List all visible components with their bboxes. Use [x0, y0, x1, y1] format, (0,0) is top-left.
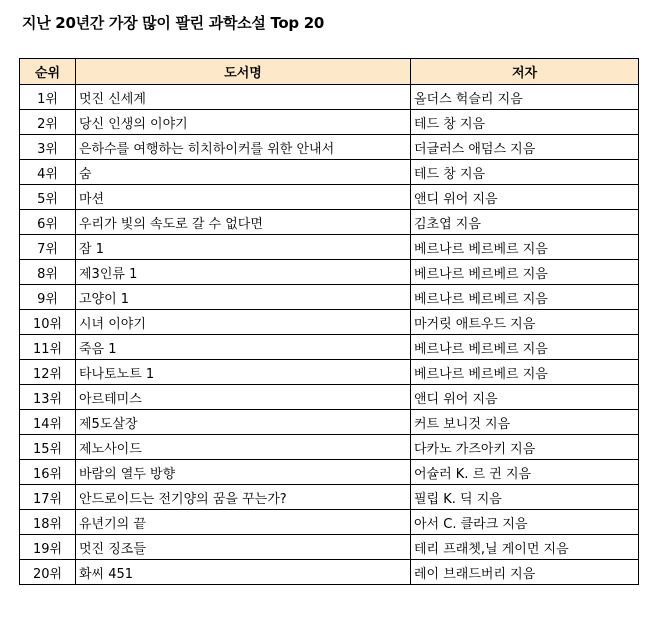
book-title-cell: 마션 — [76, 185, 411, 210]
book-title-cell: 안드로이드는 전기양의 꿈을 꾸는가? — [76, 485, 411, 510]
rank-cell: 9위 — [20, 285, 76, 310]
table-row — [20, 160, 639, 185]
table-row — [20, 485, 639, 510]
table-header — [20, 59, 639, 85]
book-title-cell: 제3인류 1 — [76, 260, 411, 285]
author-cell: 다카노 가즈아키 지음 — [411, 435, 639, 460]
author-cell: 베르나르 베르베르 지음 — [411, 285, 639, 310]
table-row — [20, 210, 639, 235]
book-title-cell: 유년기의 끝 — [76, 510, 411, 535]
author-cell: 테리 프래쳇,닐 게이먼 지음 — [411, 535, 639, 560]
author-cell: 베르나르 베르베르 지음 — [411, 260, 639, 285]
table-row — [20, 360, 639, 385]
table-row — [20, 460, 639, 485]
rank-cell: 8위 — [20, 260, 76, 285]
rank-cell: 11위 — [20, 335, 76, 360]
book-title-cell: 바람의 열두 방향 — [76, 460, 411, 485]
book-title-cell: 타나토노트 1 — [76, 360, 411, 385]
title-column-header: 도서명 — [76, 59, 411, 85]
book-title-cell: 시녀 이야기 — [76, 310, 411, 335]
rank-cell: 7위 — [20, 235, 76, 260]
bestseller-table — [19, 58, 639, 585]
book-title-cell: 아르테미스 — [76, 385, 411, 410]
author-cell: 김초엽 지음 — [411, 210, 639, 235]
table-body — [20, 85, 639, 585]
rank-cell: 2위 — [20, 110, 76, 135]
book-title-cell: 당신 인생의 이야기 — [76, 110, 411, 135]
author-cell: 테드 창 지음 — [411, 160, 639, 185]
book-title-cell: 멋진 신세계 — [76, 85, 411, 110]
author-cell: 테드 창 지음 — [411, 110, 639, 135]
table-row — [20, 435, 639, 460]
rank-cell: 16위 — [20, 460, 76, 485]
book-title-cell: 은하수를 여행하는 히치하이커를 위한 안내서 — [76, 135, 411, 160]
book-title-cell: 고양이 1 — [76, 285, 411, 310]
rank-cell: 19위 — [20, 535, 76, 560]
rank-column-header: 순위 — [20, 59, 76, 85]
author-cell: 베르나르 베르베르 지음 — [411, 360, 639, 385]
table-row — [20, 310, 639, 335]
rank-cell: 10위 — [20, 310, 76, 335]
author-cell: 어슐러 K. 르 귄 지음 — [411, 460, 639, 485]
table-row — [20, 85, 639, 110]
book-title-cell: 제5도살장 — [76, 410, 411, 435]
table-row — [20, 385, 639, 410]
rank-cell: 15위 — [20, 435, 76, 460]
author-cell: 필립 K. 딕 지음 — [411, 485, 639, 510]
author-cell: 커트 보니것 지음 — [411, 410, 639, 435]
author-cell: 올더스 헉슬리 지음 — [411, 85, 639, 110]
rank-cell: 18위 — [20, 510, 76, 535]
rank-cell: 14위 — [20, 410, 76, 435]
table-row — [20, 410, 639, 435]
table-row — [20, 560, 639, 585]
table-row — [20, 185, 639, 210]
author-cell: 앤디 위어 지음 — [411, 385, 639, 410]
author-cell: 베르나르 베르베르 지음 — [411, 335, 639, 360]
table-row — [20, 510, 639, 535]
table-row — [20, 285, 639, 310]
rank-cell: 13위 — [20, 385, 76, 410]
rank-cell: 3위 — [20, 135, 76, 160]
book-title-cell: 우리가 빛의 속도로 갈 수 없다면 — [76, 210, 411, 235]
book-title-cell: 죽음 1 — [76, 335, 411, 360]
book-title-cell: 잠 1 — [76, 235, 411, 260]
table-row — [20, 535, 639, 560]
book-title-cell: 숨 — [76, 160, 411, 185]
rank-cell: 12위 — [20, 360, 76, 385]
rank-cell: 1위 — [20, 85, 76, 110]
author-cell: 더글러스 애덤스 지음 — [411, 135, 639, 160]
page-title: 지난 20년간 가장 많이 팔린 과학소설 Top 20 — [22, 14, 325, 32]
table-row — [20, 135, 639, 160]
table-row — [20, 335, 639, 360]
author-cell: 마거릿 애트우드 지음 — [411, 310, 639, 335]
book-title-cell: 화씨 451 — [76, 560, 411, 585]
author-cell: 아서 C. 클라크 지음 — [411, 510, 639, 535]
rank-cell: 20위 — [20, 560, 76, 585]
book-title-cell: 멋진 징조들 — [76, 535, 411, 560]
book-title-cell: 제노사이드 — [76, 435, 411, 460]
rank-cell: 4위 — [20, 160, 76, 185]
table-row — [20, 235, 639, 260]
author-column-header: 저자 — [411, 59, 639, 85]
rank-cell: 17위 — [20, 485, 76, 510]
rank-cell: 5위 — [20, 185, 76, 210]
author-cell: 레이 브래드버리 지음 — [411, 560, 639, 585]
author-cell: 앤디 위어 지음 — [411, 185, 639, 210]
rank-cell: 6위 — [20, 210, 76, 235]
author-cell: 베르나르 베르베르 지음 — [411, 235, 639, 260]
header-row — [20, 59, 639, 85]
table-row — [20, 260, 639, 285]
table-row — [20, 110, 639, 135]
